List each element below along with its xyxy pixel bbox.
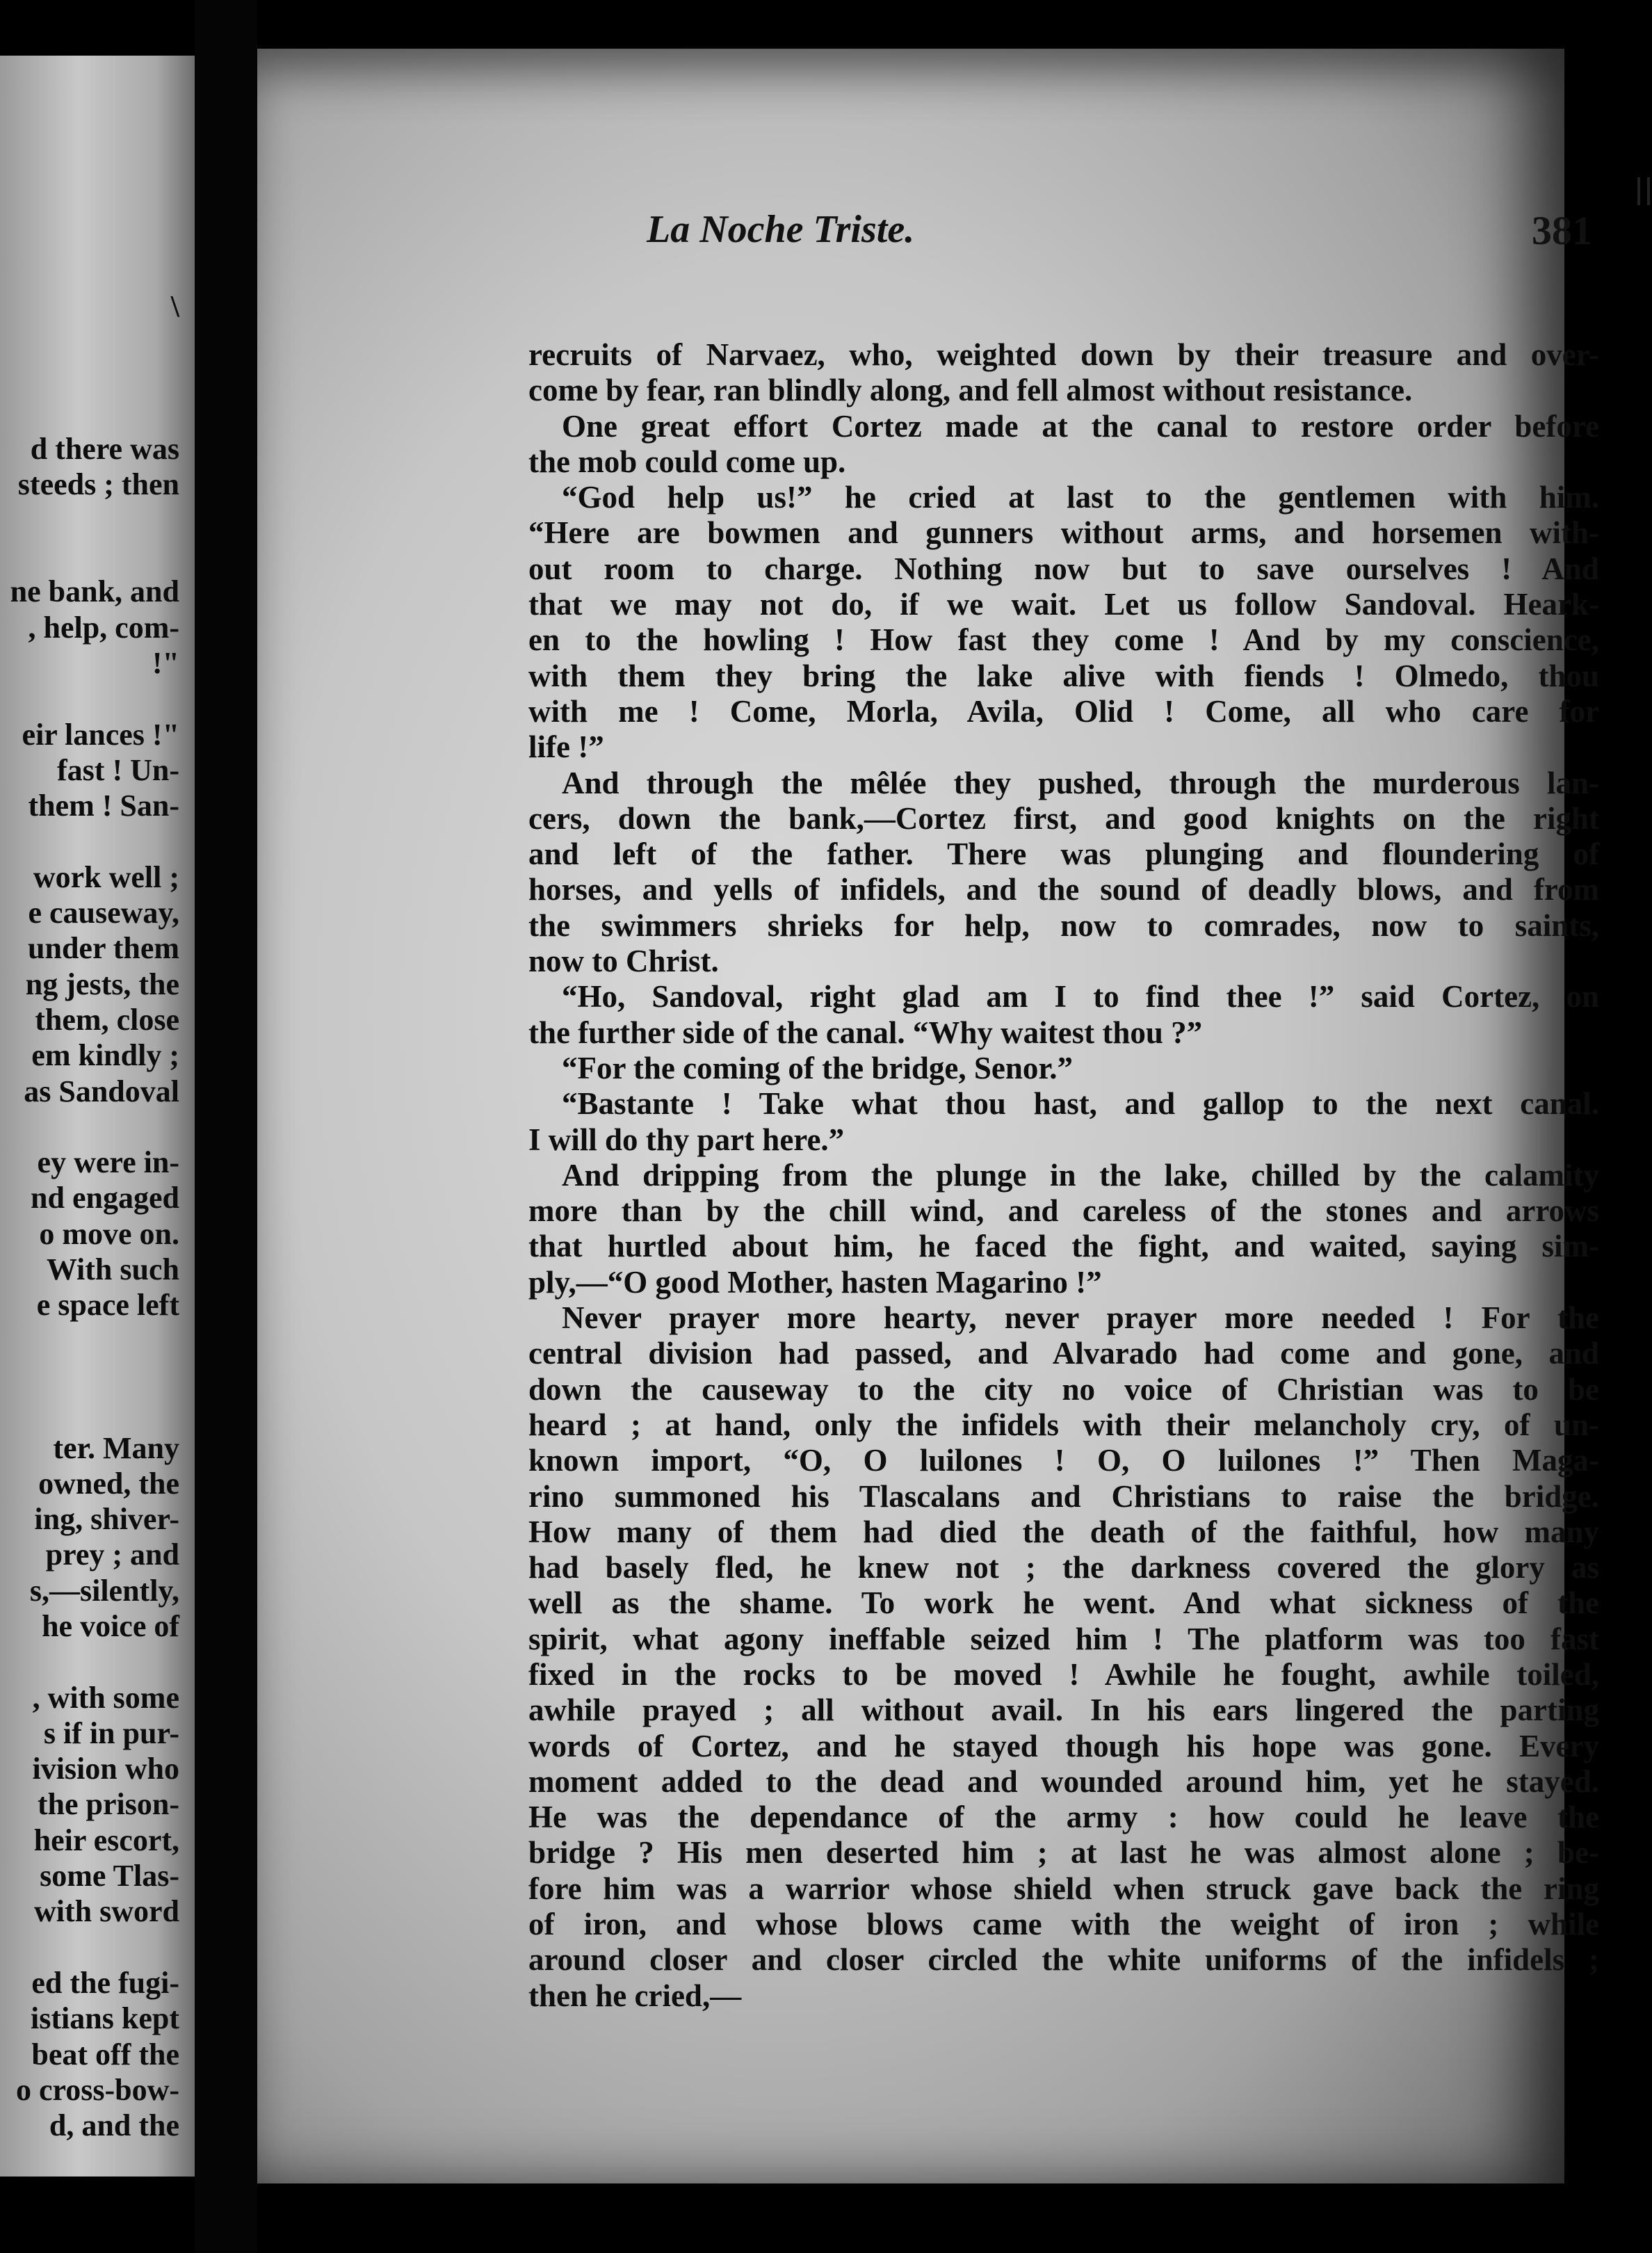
left-page-line bbox=[0, 360, 179, 396]
left-page-line: s,—silently, bbox=[29, 1573, 179, 1608]
text-line: more than by the chill wind, and careless of the stones and arrows bbox=[528, 1193, 1599, 1229]
left-page-line bbox=[0, 681, 179, 716]
text-line: well as the shame. To work he went. And what sickness of the bbox=[528, 1585, 1599, 1621]
left-page-line: under them bbox=[28, 931, 179, 966]
left-page-line: heir escort, bbox=[33, 1823, 179, 1857]
left-page-line: ing, shiver- bbox=[34, 1502, 179, 1537]
text-line: with me ! Come, Morla, Avila, Olid ! Come, all who care for bbox=[528, 693, 1599, 729]
text-line: He was the dependance of the army : how could he leave the bbox=[528, 1800, 1599, 1835]
text-line: ply,—“O good Mother, hasten Magarino !” bbox=[528, 1264, 1102, 1300]
text-line: fixed in the rocks to be moved ! Awhile he fought, awhile toiled, bbox=[528, 1656, 1599, 1692]
text-line: rino summoned his Tlascalans and Christians to raise the bridge. bbox=[528, 1478, 1599, 1514]
running-title: La Noche Triste. bbox=[647, 208, 915, 251]
text-line: One great effort Cortez made at the canal to restore order before bbox=[562, 408, 1599, 444]
left-page-line: s if in pur- bbox=[43, 1715, 179, 1750]
left-page-line: istians kept bbox=[31, 2001, 179, 2036]
text-line: And through the mêlée they pushed, through the murderous lan- bbox=[562, 765, 1599, 800]
left-page-line: owned, the bbox=[38, 1466, 179, 1501]
left-page-line: as Sandoval bbox=[24, 1074, 179, 1108]
text-line: en to the howling ! How fast they come ! And by my conscience, bbox=[528, 622, 1599, 658]
text-line: central division had passed, and Alvarado had come and gone, and bbox=[528, 1336, 1599, 1371]
left-page-line: , with some bbox=[32, 1680, 179, 1715]
text-line: awhile prayed ; all without avail. In his ears lingered the parting bbox=[528, 1693, 1599, 1728]
left-page-line bbox=[0, 1359, 179, 1394]
left-page-line: fast ! Un- bbox=[57, 752, 179, 787]
left-page-line bbox=[0, 538, 179, 574]
text-line: then he cried,— bbox=[528, 1978, 742, 2013]
text-line: had basely fled, he knew not ; the darkness covered the glory as bbox=[528, 1550, 1599, 1585]
left-page-line: With such bbox=[46, 1252, 179, 1287]
text-line: horses, and yells of infidels, and the sound of deadly blows, and from bbox=[528, 872, 1599, 907]
left-page-line: \ bbox=[170, 289, 179, 323]
text-line: that we may not do, if we wait. Let us follow Sandoval. Heark- bbox=[528, 587, 1599, 622]
left-page-line bbox=[0, 396, 179, 431]
left-page-line: steeds ; then bbox=[17, 467, 179, 502]
text-line: the mob could come up. bbox=[528, 444, 846, 479]
text-line: the swimmers shrieks for help, now to comrades, now to saints, bbox=[528, 907, 1599, 943]
left-page-line bbox=[0, 1394, 179, 1430]
left-page-line: beat off the bbox=[31, 2037, 179, 2072]
edge-mark bbox=[1637, 177, 1650, 205]
left-page-line: he voice of bbox=[42, 1608, 179, 1643]
left-page-line: ne bank, and bbox=[10, 574, 179, 609]
left-page-text bbox=[0, 289, 179, 2143]
book-page bbox=[257, 49, 1599, 2183]
left-page-line bbox=[0, 503, 179, 538]
left-page-line: o move on. bbox=[39, 1216, 179, 1251]
left-page-line: em kindly ; bbox=[31, 1038, 179, 1073]
left-page-line: them, close bbox=[35, 1002, 179, 1037]
left-page-line: d there was bbox=[30, 432, 179, 467]
text-line: Never prayer more hearty, never prayer more needed ! For the bbox=[562, 1300, 1599, 1336]
running-head bbox=[647, 207, 1592, 256]
left-page-line: , help, com- bbox=[28, 610, 179, 645]
left-page-line: nd engaged bbox=[31, 1181, 179, 1216]
left-page-line: with sword bbox=[33, 1894, 179, 1929]
left-page-line: them ! San- bbox=[28, 789, 179, 823]
left-page-line: some Tlas- bbox=[40, 1859, 179, 1893]
text-line: words of Cortez, and he stayed though his hope was gone. Every bbox=[528, 1728, 1599, 1763]
text-line: moment added to the dead and wounded around him, yet he stayed. bbox=[528, 1763, 1599, 1799]
left-page-line: ivision who bbox=[32, 1752, 179, 1786]
text-line: and left of the father. There was plunging and floundering of bbox=[528, 837, 1599, 872]
left-page-line: e space left bbox=[36, 1288, 179, 1323]
text-line: that hurtled about him, he faced the fight, and waited, saying sim- bbox=[528, 1229, 1599, 1264]
text-line: recruits of Narvaez, who, weighted down by their treasure and over- bbox=[528, 337, 1599, 372]
left-page-line bbox=[0, 823, 179, 859]
text-line: come by fear, ran blindly along, and fell almost without resistance. bbox=[528, 373, 1413, 408]
page-number: 381 bbox=[1532, 208, 1592, 253]
left-page-line bbox=[0, 324, 179, 360]
text-line: bridge ? His men deserted him ; at last he was almost alone ; be- bbox=[528, 1835, 1599, 1871]
left-page-line: the prison- bbox=[37, 1787, 179, 1822]
text-line: spirit, what agony ineffable seized him ! The platform was too fast bbox=[528, 1621, 1599, 1656]
left-page-line: e causeway, bbox=[28, 896, 179, 930]
text-line: with them they bring the lake alive with fiends ! Olmedo, thou bbox=[528, 658, 1599, 693]
text-line: known import, “O, O luilones ! O, O luilones !” Then Maga- bbox=[528, 1443, 1599, 1478]
left-page-line: eir lances !" bbox=[22, 717, 179, 752]
text-line: “Ho, Sandoval, right glad am I to find thee !” said Cortez, on bbox=[562, 979, 1599, 1015]
text-line: “For the coming of the bridge, Senor.” bbox=[562, 1050, 1073, 1085]
left-page-line bbox=[0, 1930, 179, 1965]
left-page-line bbox=[0, 1323, 179, 1359]
left-page-line: d, and the bbox=[49, 2108, 179, 2143]
text-line: And dripping from the plunge in the lake, chilled by the calamity bbox=[562, 1157, 1599, 1193]
text-line: “God help us!” he cried at last to the gentlemen with him. bbox=[562, 480, 1599, 515]
left-page-line bbox=[0, 1109, 179, 1145]
left-page-line: !" bbox=[152, 645, 179, 680]
left-page-line: ey were in- bbox=[37, 1145, 179, 1180]
text-line: cers, down the bank,—Cortez first, and good knights on the right bbox=[528, 800, 1599, 836]
text-line: around closer and closer circled the white uniforms of the infidels ; bbox=[528, 1942, 1599, 1978]
left-page-line: work well ; bbox=[33, 859, 179, 894]
text-line: I will do thy part here.” bbox=[528, 1122, 845, 1157]
text-line: heard ; at hand, only the infidels with their melancholy cry, of un- bbox=[528, 1407, 1599, 1442]
text-line: “Here are bowmen and gunners without arms, and horsemen with- bbox=[528, 515, 1599, 551]
left-page-line: ter. Many bbox=[53, 1430, 179, 1465]
text-line: of iron, and whose blows came with the weight of iron ; while bbox=[528, 1907, 1599, 1942]
text-line: down the causeway to the city no voice of Christian was to be bbox=[528, 1371, 1599, 1407]
left-page-line: o cross-bow- bbox=[15, 2072, 179, 2107]
text-line: “Bastante ! Take what thou hast, and gallop to the next canal. bbox=[562, 1086, 1599, 1122]
left-page-line: ed the fugi- bbox=[31, 1965, 179, 2000]
left-page-line: ng jests, the bbox=[25, 967, 179, 1001]
left-page-line: prey ; and bbox=[45, 1537, 179, 1572]
left-page-line bbox=[0, 1644, 179, 1679]
text-line: fore him was a warrior whose shield when struck gave back the ring bbox=[528, 1871, 1599, 1906]
text-line: life !” bbox=[528, 729, 604, 765]
text-line: now to Christ. bbox=[528, 944, 719, 979]
left-page-fragment bbox=[0, 56, 195, 2177]
text-line: out room to charge. Nothing now but to save ourselves ! And bbox=[528, 551, 1599, 586]
body-text bbox=[528, 337, 1599, 2014]
text-line: the further side of the canal. “Why waitest thou ?” bbox=[528, 1015, 1203, 1050]
book-gutter bbox=[195, 0, 257, 2253]
text-line: How many of them had died the death of the faithful, how many bbox=[528, 1514, 1599, 1549]
